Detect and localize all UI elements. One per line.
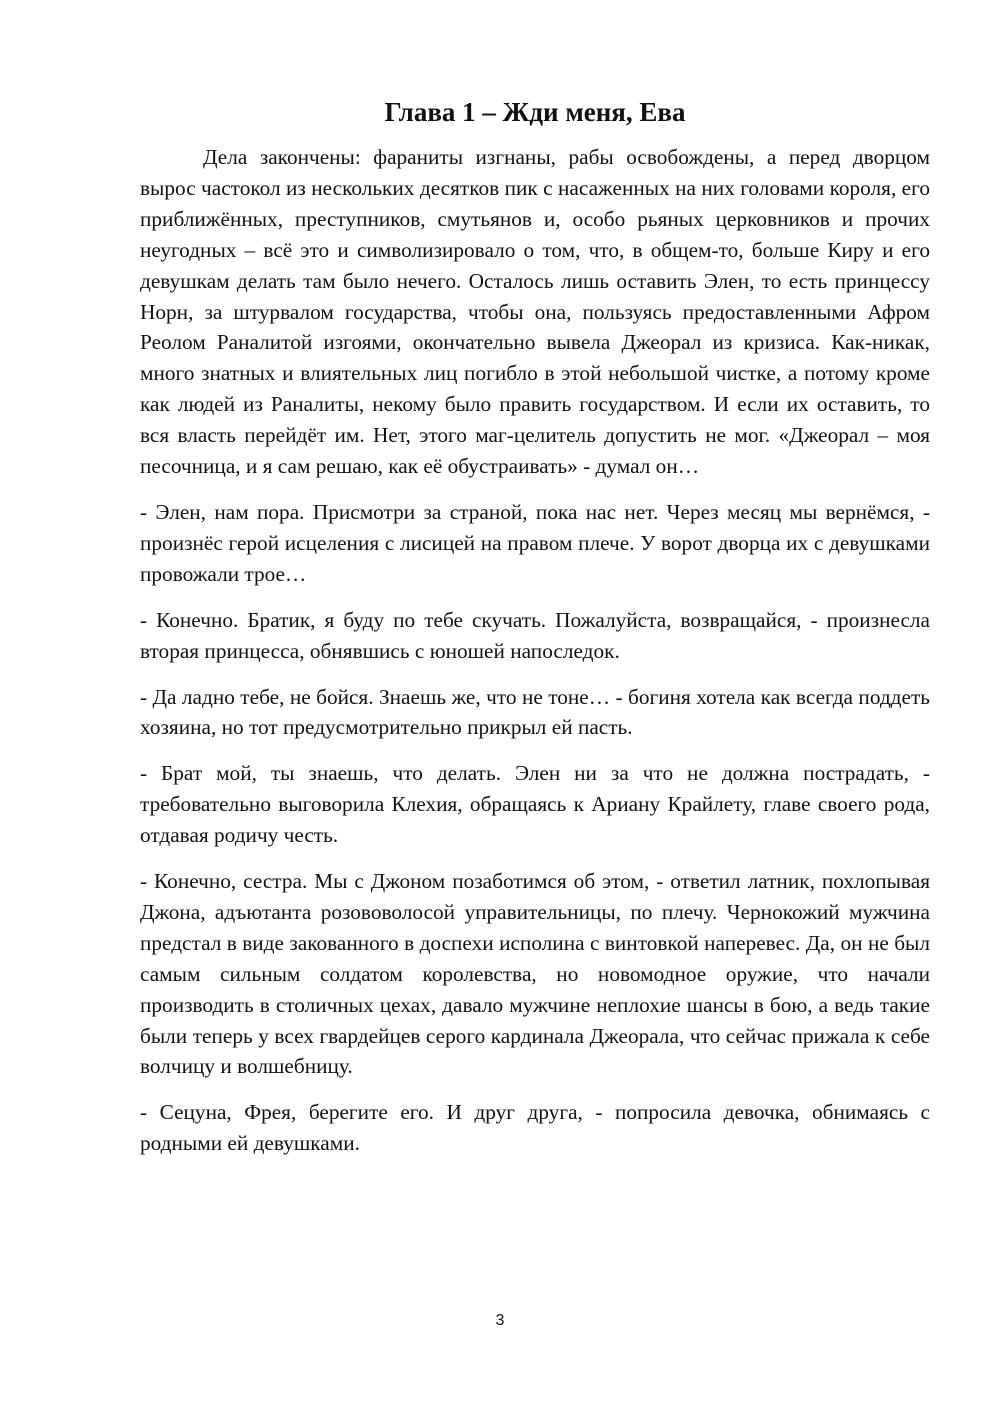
paragraph-4: - Да ладно тебе, не бойся. Знаешь же, что не тоне… - богиня хотела как всегда поддеть хозяина, но тот предусмотрительно прикрыл ей пасть.	[140, 684, 930, 740]
chapter-title: Глава 1 – Жди меня, Ева	[384, 97, 686, 127]
page-number: 3	[495, 1312, 505, 1329]
body-text	[140, 142, 930, 1174]
paragraph-1: Дела закончены: фараниты изгнаны, рабы освобождены, а перед дворцом вырос частокол из нескольких десятков пик с насаженных на них головами короля, его приближённых, преступников, смутьянов и, особо рьяных церковников и прочих неугодных – всё это и символизировало о том, что, в общем-то, больше Киру и его девушкам делать там было нечего. Осталось лишь оставить Элен, то есть принцессу Норн, за штурвалом государства, чтобы она, пользуясь предоставленными Афром Реолом Раналитой изгоями, окончательно вывела Джеорал из кризиса. Как-никак, много знатных и влиятельных лиц погибло в этой небольшой чистке, а потому кроме как людей из Раналиты, некому было править государством. И если их оставить, то вся власть перейдёт им. Нет, этого маг-целитель допустить не мог. «Джеорал – моя песочница, и я сам решаю, как её обустраивать» - думал он…	[140, 145, 930, 479]
paragraph-7: - Сецуна, Фрея, берегите его. И друг друга, - попросила девочка, обнимаясь с родными ей девушками.	[140, 1100, 930, 1156]
paragraph-6: - Конечно, сестра. Мы с Джоном позаботимся об этом, - ответил латник, похлопывая Джона, адъютанта розововолосой управительницы, по плечу. Чернокожий мужчина предстал в виде закованного в доспехи исполина с винтовкой наперевес. Да, он не был самым сильным солдатом королевства, но новомодное оружие, что начали производить в столичных цехах, давало мужчине неплохие шансы в бою, а ведь такие были теперь у всех гвардейцев серого кардинала Джеорала, что сейчас прижала к себе волчицу и волшебницу.	[140, 869, 930, 1079]
paragraph-3: - Конечно. Братик, я буду по тебе скучать. Пожалуйста, возвращайся, - произнесла вторая принцесса, обнявшись с юношей напоследок.	[140, 607, 930, 663]
paragraph-5: - Брат мой, ты знаешь, что делать. Элен ни за что не должна пострадать, - требовательно выговорила Клехия, обращаясь к Ариану Крайлету, главе своего рода, отдавая родичу честь.	[140, 761, 930, 848]
paragraph-2: - Элен, нам пора. Присмотри за страной, пока нас нет. Через месяц мы вернёмся, - произнёс герой исцеления с лисицей на правом плече. У ворот дворца их с девушками провожали трое…	[140, 499, 930, 586]
